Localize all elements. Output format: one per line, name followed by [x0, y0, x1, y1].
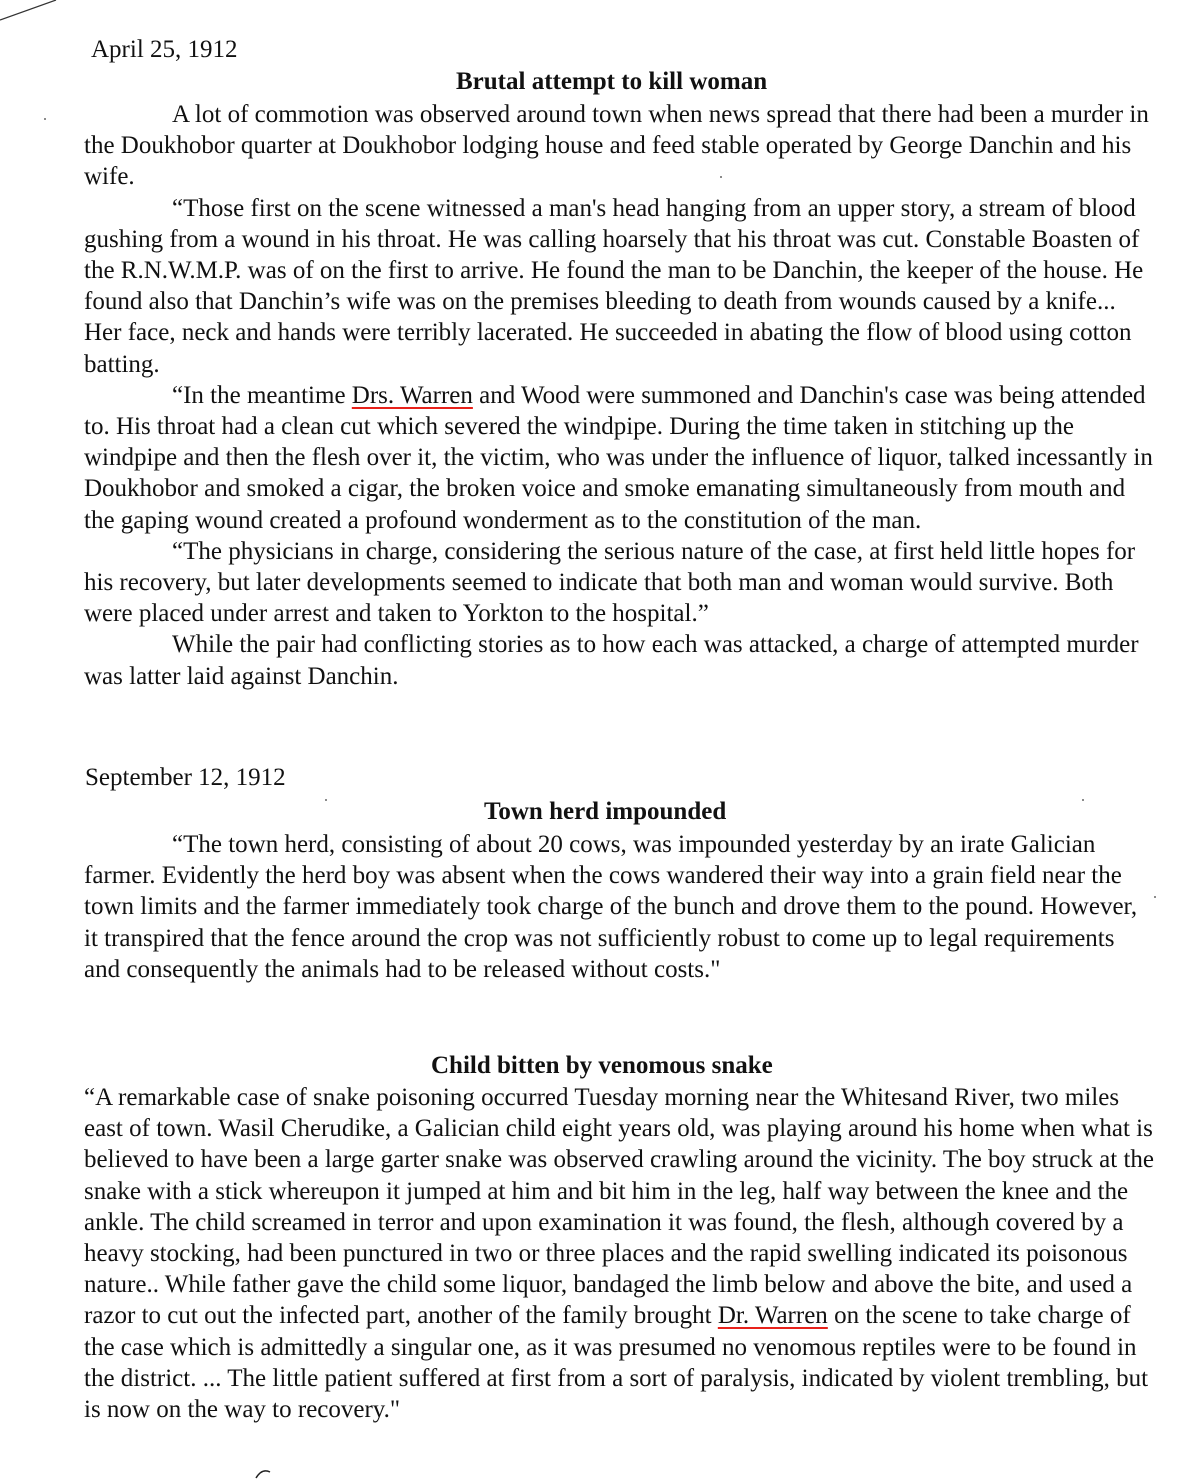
paragraph	[84, 1082, 1154, 1425]
article-body	[84, 1082, 1154, 1425]
article-date: April 25, 1912	[91, 36, 238, 63]
article-body	[84, 99, 1154, 692]
article-headline: Town herd impounded	[484, 798, 727, 825]
paragraph: While the pair had conflicting stories as to how each was attacked, a charge of attempted murder was latter laid against Danchin.	[84, 631, 1139, 690]
paragraph: “The town herd, consisting of about 20 cows, was impounded yesterday by an irate Galician farmer. Evidently the herd boy was absent when the cows wandered their way into a grain field near the town limits and the farmer immediately took charge of the bunch and drove them to the pound. However, it transpired that the fence around the crop was not sufficiently robust to come up to legal requirements and consequently the animals had to be released without costs."	[84, 831, 1138, 983]
speck-mark	[1082, 799, 1084, 801]
article-headline: Child bitten by venomous snake	[431, 1052, 773, 1079]
speck-mark	[325, 799, 327, 801]
speck-mark	[44, 118, 46, 120]
pen-mark	[254, 1468, 274, 1479]
paragraph-text: “A remarkable case of snake poisoning occurred Tuesday morning near the Whitesand River, two miles east of town. Wasil Cherudike, a Galician child eight years old, was playing around his home when what is believed to have been a large garter snake was observed crawling around the vicinity. The boy struck at the snake with a stick whereupon it jumped at him and bit him in the leg, half way between the knee and the ankle. The child screamed in terror and upon examination it was found, the flesh, although covered by a heavy stocking, had been punctured in two or three places and the rapid swelling indicated its poisonous nature.. While father gave the child some liquor, bandaged the limb below and above the bite, and used a razor to cut out the infected part, another of the family brought	[84, 1084, 1154, 1330]
paragraph: A lot of commotion was observed around town when news spread that there had been a murder in the Doukhobor quarter at Doukhobor lodging house and feed stable operated by George Danchin and his wife.	[84, 101, 1149, 191]
paragraph-text: “In the meantime	[172, 381, 352, 409]
paragraph: “The physicians in charge, considering the serious nature of the case, at first held little hopes for his recovery, but later developments seemed to indicate that both man and woman would survive. Both were placed under arrest and taken to Yorkton to the hospital.”	[84, 537, 1136, 628]
underlined-name: Drs. Warren	[351, 381, 473, 409]
paragraph-text: and Wood were summoned and Danchin's case was being attended to. His throat had a clean cut which severed the windpipe. During the time taken in stitching up the windpipe and then the flesh over it, the victim, who was under the influence of liquor, talked incessantly in Doukhobor and smoked a cigar, the broken voice and smoke emanating simultaneously from mouth and the gaping wound created a profound wonderment as to the constitution of the man.	[84, 381, 1153, 534]
paragraph-text: on the scene to take charge of the case which is admittedly a singular one, as it was presumed no venomous reptiles were to be found in the district. ... The little patient suffered at first from a sort of paralysis, indicated by violent trembling, but is now on the way to recovery."	[84, 1302, 1149, 1424]
paragraph: “Those first on the scene witnessed a man's head hanging from an upper story, a stream of blood gushing from a wound in his throat. He was calling hoarsely that his throat was cut. Constable Boasten of the R.N.W.M.P. was of on the first to arrive. He found the man to be Danchin, the keeper of the house. He found also that Danchin’s wife was on the premises bleeding to death from wounds caused by a knife... Her face, neck and hands were terribly lacerated. He succeeded in abating the flow of blood using cotton batting.	[84, 194, 1144, 378]
underlined-name: Dr. Warren	[717, 1302, 828, 1330]
paragraph	[84, 380, 1154, 536]
article-body	[84, 829, 1154, 985]
article-date: September 12, 1912	[85, 764, 286, 791]
corner-pen-stroke	[0, 0, 60, 22]
article-headline: Brutal attempt to kill woman	[456, 68, 768, 95]
speck-mark	[1154, 896, 1156, 898]
